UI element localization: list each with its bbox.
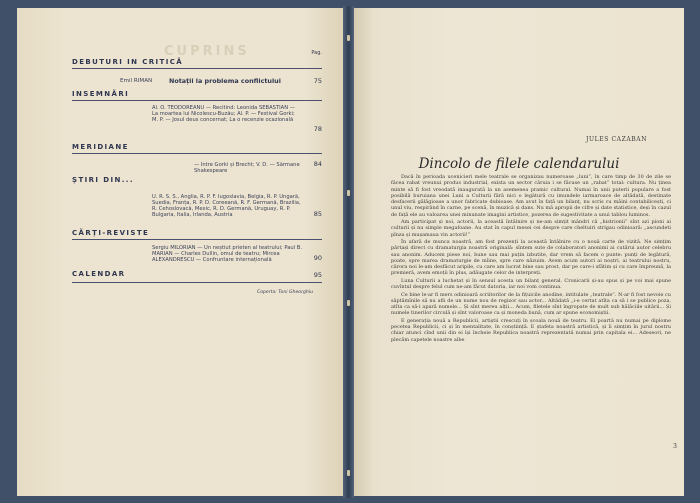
page-number: 75	[313, 77, 322, 85]
divider	[72, 68, 322, 69]
cover-credit: Coperta: Toni Gheorghiu	[257, 290, 313, 295]
entry-text: U. R. S. S., Anglia, R. P. F. Iugoslavia, Belgia, R. P. Ungară, Suedia, Franța, R. P. D. Coreeană, R. F. Germană, Brazilia, R. Cehoslovacă, Mexic, R. D. Germană, Uruguay, R. P. Bulgaria, Italia, Irlanda, Austria	[152, 194, 301, 218]
paragraph: Dacă în perioada ucenicieri mele teatrale se organizau numeroase „luni”, în care timp de 30 de zile se făcea rabat vreunui produs industrial, exista un sector căruia i se făcuse un „rabat” total: cultura. Nu ținea minte să fi fost vreodată inaugurată la un asemenea pramic cultural. Numai în unii puterii populare a fost posibilă buruiana unei Luni a Culturii fără nici o legătură cu imundele iarmaroace de altădată, destinate desfacerii gălăgioase a unor fabricate dubioase. Am avut în față un bilanț, nu scris cu mâini contabilicești, ci unul viu, respirând în carne, pe scenă, în muzică și dans. Nu mă apropii de cifre și date statistice, deși în cazul de față ele au valoarea unei minunate imagini artistice, pozerea de sugestivitate a unui tablou luminos.	[391, 174, 671, 218]
section-title: INSEMNĂRI	[72, 90, 130, 98]
paragraph: E generația nouă a Republicii, artiștii crescuți în școala nouă de teatru. Ei poartă nu numai pe diplome pecetea Republicii, ci și în mentalitate, în conștiință. E ștafeta noastră artistică, și îi simțim în jurul nostru chiar atunci cînd unii din ei își încheie Republica noastră reprezentată numai prin capitala ei... Adeseori, ne plecăm capetele noastre albe	[391, 317, 671, 343]
paragraph: Am participat și noi, actorii, la această întâlnire și ne-am simțit mândri că „histrionii” sînt azi pioni ai culturii și nu simple megafoane. Au stat în capul mesei cei despre care cheltuiri strigau odinioară: „ascundeti pînza și mușamaua vin actorii!”	[391, 219, 671, 238]
section-title: CĂRȚI-REVISTE	[72, 229, 150, 237]
left-page	[17, 8, 343, 496]
entry-text: — Intre Gorki și Brecht; V. D. — Sărmane Shakespeare	[194, 162, 300, 174]
page-number: 3	[673, 443, 677, 450]
section-carti	[72, 229, 322, 238]
page-number: 95	[313, 271, 322, 279]
section-title: ȘTIRI DIN...	[72, 176, 134, 184]
section-title: DEBUTURI IN CRITICĂ	[72, 58, 184, 66]
section-debuturi	[72, 58, 322, 67]
page-number: 78	[313, 125, 322, 133]
entry-title: Notații la problema conflictului	[169, 77, 281, 85]
entry-author: Emil RIMAN	[120, 78, 153, 84]
binding-stitch	[347, 190, 350, 196]
binding-stitch	[347, 470, 350, 476]
divider	[72, 100, 322, 101]
entry-text: Al. O. TEODOREANU — Recitind: Leonida SEBASTIAN — La moartea lui Nicolescu-Buzău; Al. P. — Festival Gorki; M. P. — Josul deus concernat; La o recenzie ocazională	[152, 105, 295, 123]
divider	[72, 282, 322, 283]
section-stiri	[72, 176, 322, 185]
divider	[72, 239, 322, 240]
article-body	[391, 174, 671, 344]
binding-stitch	[347, 35, 350, 41]
article-author: JULES CAZABAN	[586, 136, 648, 143]
right-page	[354, 8, 684, 496]
page-number: 84	[313, 160, 322, 168]
section-calendar	[72, 270, 322, 279]
page-column-label: Pag.	[311, 50, 322, 56]
section-title: CALENDAR	[72, 270, 126, 278]
paragraph: În afară de munca noastră, am fost prezenți la această întâlnire cu o nouă carte de vizită. Ne simțim părtași direct cu dramaturgia noastră originală: sîntem sute de colaboratori anonimi ai cutărui autor celebru sau anonim. Aducem piese noi, bune sau mai puțin izbutite, dar vrem să facem o punte: punți de legătură, poate, spre marea dramaturgie de mîine, spre care năzuim. Avem acum autori ai noștri, ai teatrului nostru, cărora noi le-am desfăcut aripile, cu care am lucrat bine sau prost, dar pe care-i sfătim și cu care împreună, la premieră, avem emoții în plus, adăugate celor de interpreți.	[391, 239, 671, 277]
page-number: 90	[313, 254, 322, 262]
section-title: MERIDIANE	[72, 143, 129, 151]
paragraph: Ce bine le-ar fi mers odinioară scriitorilor de la fițuicile anodine, intitulate „teatrale”. N-ar fi fost nevoie cu săptămînile să nu afli de un nume nou de regizor sau actor... Altădată „i-e certat atîta ca să i se publice poza, atîta ca să-i apară numele... Și sînt mereu alții... Acum, filetele sînt îngropate de mult sub hălăciile uitării... Și numele tinerilor circulă și sînt valoroase ca și moneda bună, cum ar spune economiștii.	[391, 291, 671, 317]
article-title: Dincolo de filele calendarului	[418, 156, 620, 172]
section-meridiane	[72, 143, 322, 152]
book-spine	[343, 6, 354, 498]
page-number: 85	[313, 210, 322, 218]
binding-stitch	[347, 300, 350, 306]
divider	[72, 153, 322, 154]
entry-text: Sergiu MILORIAN — Un neștiut prieten al teatrului; Paul B. MARIAN — Charles Dullin, omul de teatru; Mircea ALEXANDRESCU — Confruntare internațională	[152, 245, 302, 263]
section-insemnari	[72, 90, 322, 99]
paragraph: Luna Culturii a luchetat și în sensul acesta un bilanț general. Cronicarii și-au spus și pe voi mai spune cuvîntul despre felul cum ne-am făcut datoria, iar noi vom continua.	[391, 277, 671, 291]
faint-watermark: CUPRINS	[164, 44, 250, 59]
